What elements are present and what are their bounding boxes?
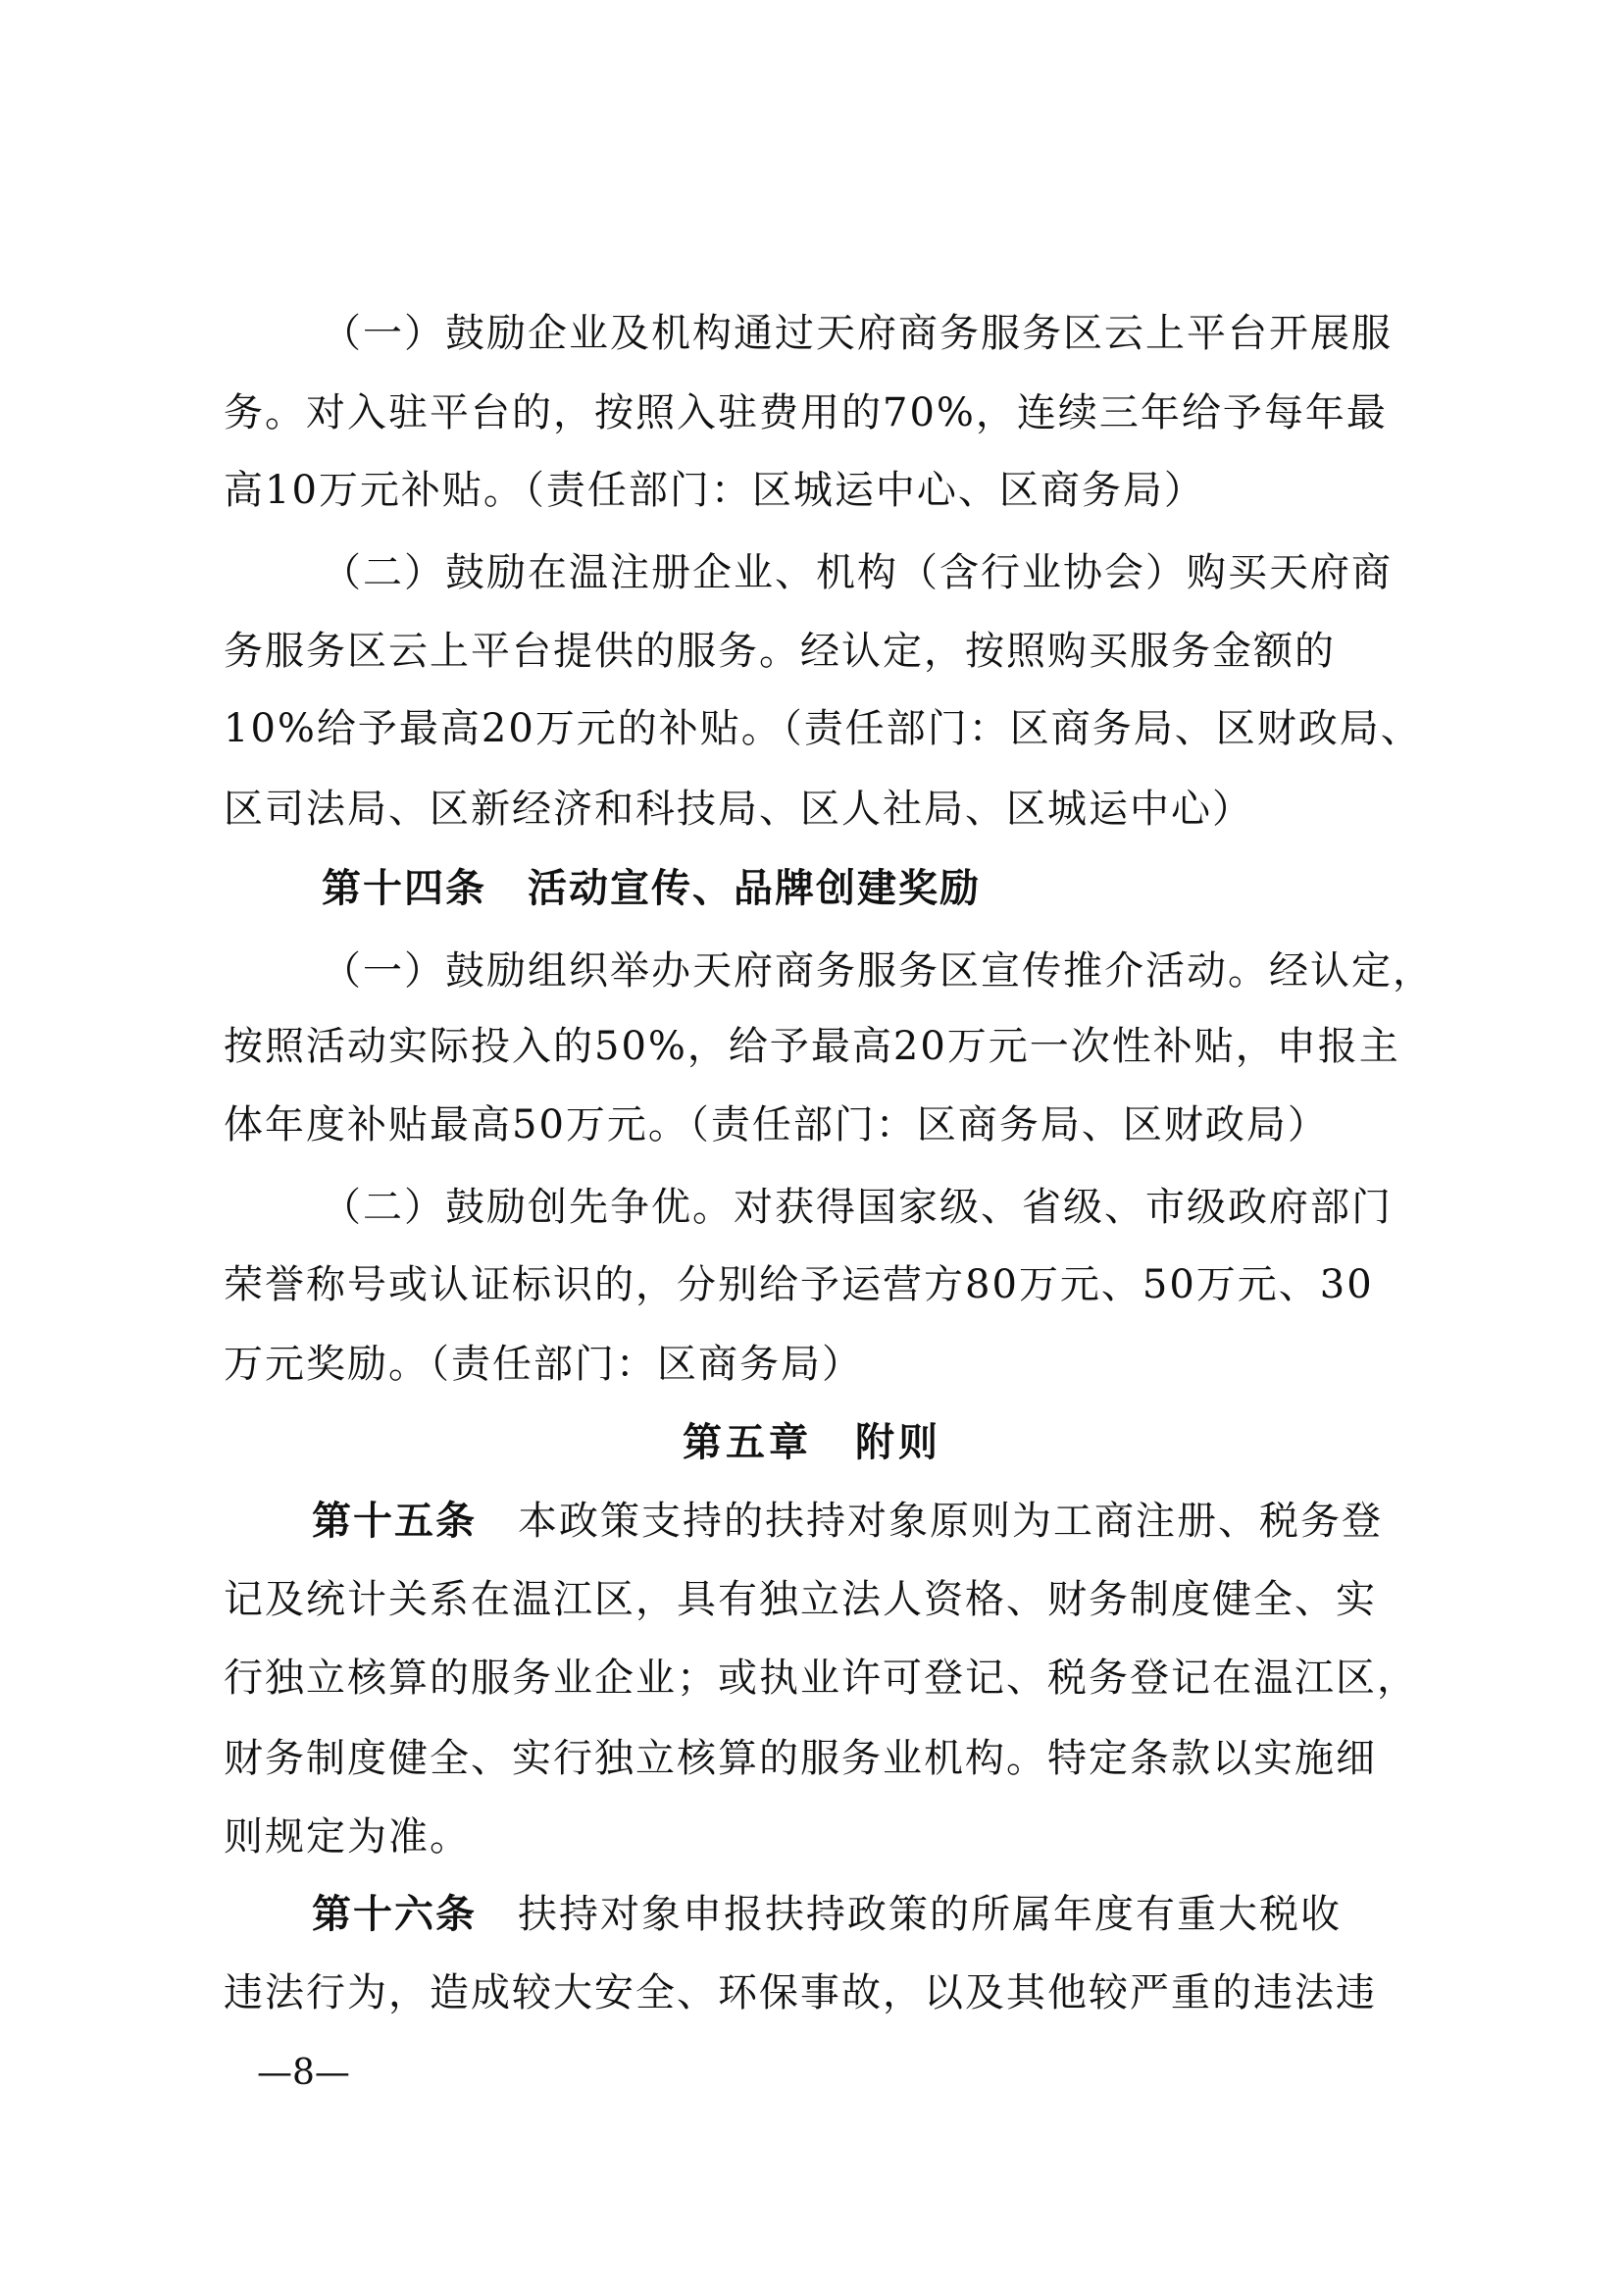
body-line: 财务制度健全、实行独立核算的服务业机构。特定条款以实施细 (224, 1736, 1377, 1781)
body-line: 万元奖励。（责任部门：区商务局） (224, 1342, 863, 1387)
body-line: （二）鼓励在温注册企业、机构（含行业协会）购买天府商 (322, 550, 1393, 595)
body-line: （二）鼓励创先争优。对获得国家级、省级、市级政府部门 (322, 1185, 1393, 1230)
body-line: 按照活动实际投入的50%，给予最高20万元一次性补贴，申报主 (224, 1024, 1400, 1069)
chapter-heading: 第五章 附则 (683, 1420, 941, 1465)
body-line (312, 1498, 1383, 1545)
body-line: 务。对入驻平台的，按照入驻费用的70%，连续三年给予每年最 (224, 390, 1388, 435)
body-line: 务服务区云上平台提供的服务。经认定，按照购买服务金额的 (224, 629, 1336, 674)
body-line: 违法行为，造成较大安全、环保事故，以及其他较严重的违法违 (224, 1970, 1377, 2015)
article-text: 扶持对象申报扶持政策的所属年度有重大税收 (477, 1892, 1342, 1937)
body-line: 10%给予最高20万元的补贴。（责任部门：区商务局、区财政局、 (224, 706, 1422, 751)
article-heading: 第十四条 活动宣传、品牌创建奖励 (322, 865, 981, 911)
body-line: 行独立核算的服务业企业；或执业许可登记、税务登记在温江区， (224, 1656, 1418, 1701)
article-text: 本政策支持的扶持对象原则为工商注册、税务登 (477, 1499, 1383, 1544)
body-line: （一）鼓励企业及机构通过天府商务服务区云上平台开展服 (322, 311, 1393, 356)
body-line: 则规定为准。 (224, 1814, 471, 1860)
article-label: 第十五条 (312, 1498, 477, 1544)
article-label: 第十六条 (312, 1891, 477, 1937)
body-line: 区司法局、区新经济和科技局、区人社局、区城运中心） (224, 787, 1253, 832)
body-line: 记及统计关系在温江区，具有独立法人资格、财务制度健全、实 (224, 1577, 1377, 1622)
body-line: 体年度补贴最高50万元。（责任部门：区商务局、区财政局） (224, 1102, 1329, 1147)
body-line: （一）鼓励组织举办天府商务服务区宣传推介活动。经认定， (322, 948, 1434, 994)
body-line (312, 1891, 1342, 1938)
page-number: —8— (257, 2053, 350, 2093)
body-line: 高10万元补贴。（责任部门：区城运中心、区商务局） (224, 468, 1205, 513)
body-line: 荣誉称号或认证标识的，分别给予运营方80万元、50万元、30 (224, 1262, 1374, 1307)
